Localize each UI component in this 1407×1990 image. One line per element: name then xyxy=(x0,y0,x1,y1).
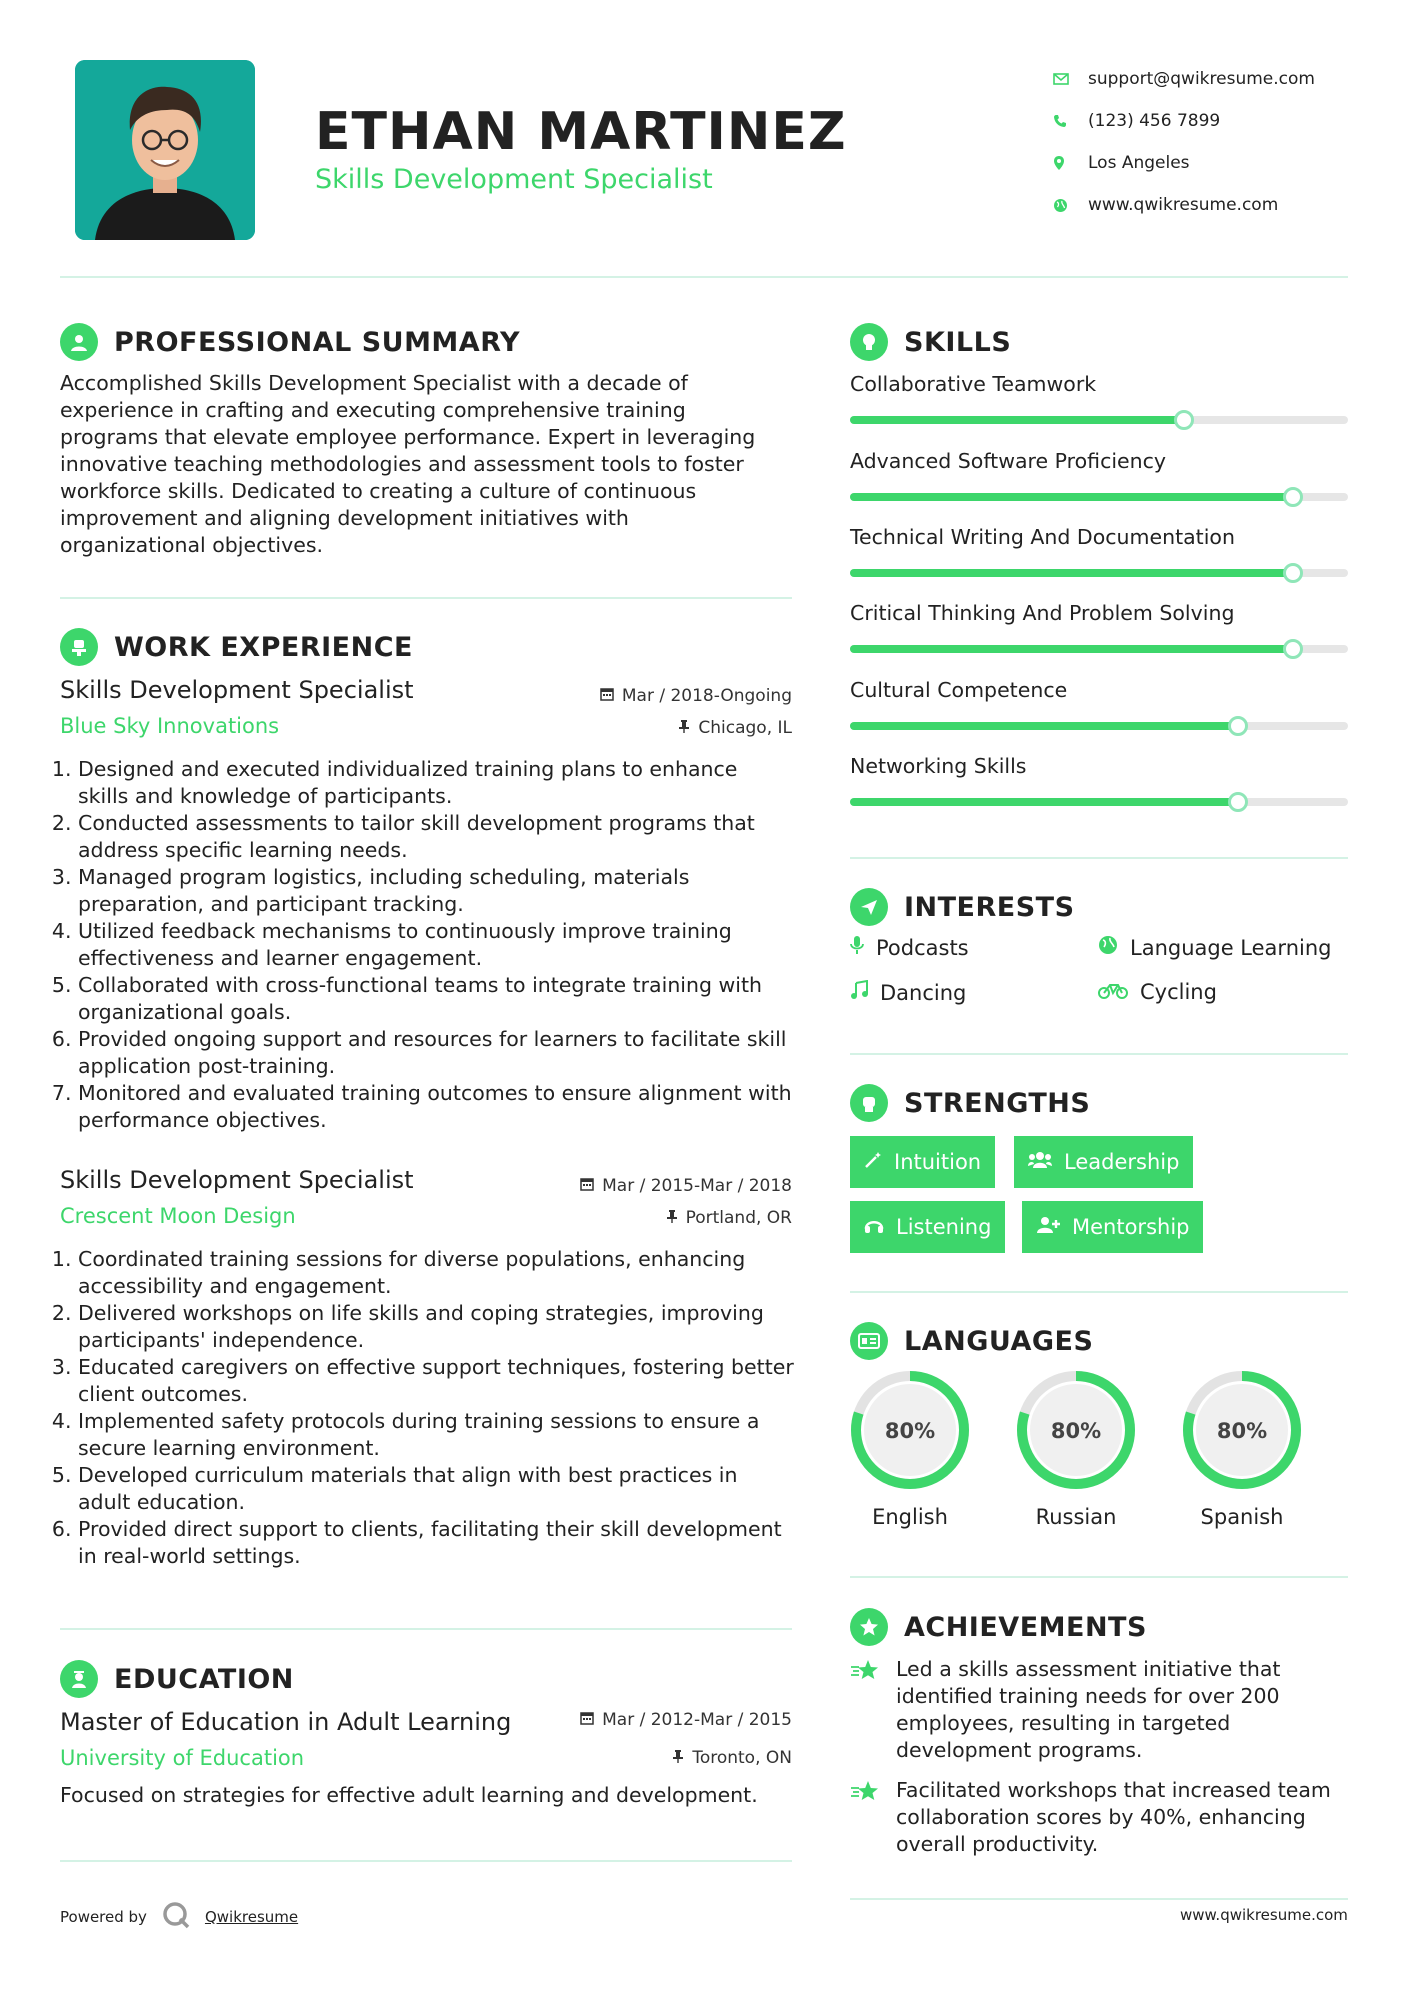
language-percent: 80% xyxy=(1050,1419,1102,1443)
strength-chip: Leadership xyxy=(1014,1136,1193,1188)
star-icon xyxy=(850,1777,880,1858)
footer-branding xyxy=(60,1900,298,1934)
qwikresume-logo-icon xyxy=(161,1900,191,1934)
education-location: Toronto, ON xyxy=(480,1748,792,1768)
skill-knob xyxy=(1174,410,1194,430)
contact-phone[interactable] xyxy=(1050,100,1380,142)
list-item: 1. Designed and executed individualized training plans to enhance skills and knowledge of participants. xyxy=(78,756,794,810)
summary-text: Accomplished Skills Development Specialist with a decade of experience in crafting and executing comprehensive training programs that elevate employee performance. Expert in leveraging innovative teaching methodologies and assessment tools to foster workforce skills. Dedicated to creating a culture of continuous improvement and aligning development initiatives with organizational objectives. xyxy=(60,371,756,557)
job-title: Skills Development Specialist xyxy=(60,676,414,704)
interest-item: Podcasts xyxy=(850,935,969,960)
music-icon xyxy=(850,980,868,1005)
users-icon xyxy=(1028,1150,1052,1174)
interest-item: Dancing xyxy=(850,980,966,1005)
fist-icon xyxy=(850,1084,888,1122)
job-location: Portland, OR xyxy=(480,1208,792,1228)
interests-divider xyxy=(850,1053,1348,1055)
header-divider xyxy=(60,276,1348,278)
job-responsibilities xyxy=(54,756,794,1134)
calendar-icon xyxy=(580,1710,594,1730)
list-item: 4. Implemented safety protocols during training sessions to ensure a secure learning environment. xyxy=(78,1408,794,1462)
skill-name: Advanced Software Proficiency xyxy=(850,449,1167,473)
briefcase-icon xyxy=(60,628,98,666)
skill-bar xyxy=(850,493,1348,501)
microphone-icon xyxy=(850,935,864,960)
interest-item: Language Learning xyxy=(1098,935,1331,960)
strengths-heading: STRENGTHS xyxy=(850,1084,1090,1122)
language-percent: 80% xyxy=(884,1419,936,1443)
pin-icon xyxy=(678,718,690,738)
skill-name: Critical Thinking And Problem Solving xyxy=(850,601,1235,625)
footer-website[interactable]: www.qwikresume.com xyxy=(1180,1906,1348,1924)
language-ring-chart xyxy=(1014,1368,1138,1492)
list-item: 3. Educated caregivers on effective support techniques, fostering better client outcomes. xyxy=(78,1354,794,1408)
candidate-title: Skills Development Specialist xyxy=(315,164,713,195)
skill-bar xyxy=(850,798,1348,806)
job-responsibilities xyxy=(54,1246,794,1570)
experience-divider xyxy=(60,1628,792,1630)
education-school: University of Education xyxy=(60,1746,305,1770)
qwikresume-link[interactable]: Qwikresume xyxy=(204,1908,299,1926)
job-company: Crescent Moon Design xyxy=(60,1204,296,1228)
language-name: English xyxy=(872,1505,948,1529)
bicycle-icon xyxy=(1098,980,1128,1004)
skill-knob xyxy=(1228,716,1248,736)
achievement-item: Led a skills assessment initiative that identified training needs for over 200 employees, resulting in targeted development programs. xyxy=(850,1656,1348,1764)
language-ring xyxy=(1014,1368,1138,1492)
powered-by-text: Powered by xyxy=(60,1908,147,1926)
languages-heading: LANGUAGES xyxy=(850,1322,1093,1360)
skill-bar xyxy=(850,722,1348,730)
headphones-icon xyxy=(864,1215,884,1239)
pin-icon xyxy=(672,1748,684,1768)
skill-name: Networking Skills xyxy=(850,754,1027,778)
user-icon xyxy=(60,323,98,361)
list-item: 1. Coordinated training sessions for diverse populations, enhancing accessibility and engagement. xyxy=(78,1246,794,1300)
star-badge-icon xyxy=(850,1608,888,1646)
job-title: Skills Development Specialist xyxy=(60,1166,414,1194)
user-plus-icon xyxy=(1036,1215,1060,1239)
strength-chip: Mentorship xyxy=(1022,1201,1203,1253)
skill-knob xyxy=(1283,639,1303,659)
skill-name: Collaborative Teamwork xyxy=(850,372,1097,396)
education-date: Mar / 2012-Mar / 2015 xyxy=(480,1710,792,1730)
list-item: 4. Utilized feedback mechanisms to continuously improve training effectiveness and learner engagement. xyxy=(78,918,794,972)
graduate-icon xyxy=(60,1660,98,1698)
candidate-name: ETHAN MARTINEZ xyxy=(315,102,847,162)
globe-icon xyxy=(1050,198,1088,213)
list-item: 6. Provided direct support to clients, facilitating their skill development in real-world settings. xyxy=(78,1516,794,1570)
language-ring-chart xyxy=(848,1368,972,1492)
summary-heading: PROFESSIONAL SUMMARY xyxy=(60,323,520,361)
skill-name: Technical Writing And Documentation xyxy=(850,525,1235,549)
calendar-icon xyxy=(600,686,614,706)
education-divider xyxy=(60,1860,792,1862)
pin-icon xyxy=(666,1208,678,1228)
achievement-item: Facilitated workshops that increased team collaboration scores by 40%, enhancing overall productivity. xyxy=(850,1777,1348,1858)
strengths-divider xyxy=(850,1291,1348,1293)
skill-name: Cultural Competence xyxy=(850,678,1068,702)
list-item: 6. Provided ongoing support and resources for learners to facilitate skill application post-training. xyxy=(78,1026,794,1080)
envelope-icon xyxy=(1050,73,1088,85)
language-ring-chart xyxy=(1180,1368,1304,1492)
website-text: www.qwikresume.com xyxy=(1088,195,1279,215)
location-text: Los Angeles xyxy=(1088,153,1190,173)
phone-text: (123) 456 7899 xyxy=(1088,111,1221,131)
language-ring xyxy=(1180,1368,1304,1492)
list-item: 2. Delivered workshops on life skills and coping strategies, improving participants' independence. xyxy=(78,1300,794,1354)
skill-knob xyxy=(1283,563,1303,583)
contact-location xyxy=(1050,142,1380,184)
list-item: 5. Collaborated with cross-functional teams to integrate training with organizational goals. xyxy=(78,972,794,1026)
paper-plane-icon xyxy=(850,888,888,926)
skill-knob xyxy=(1283,487,1303,507)
star-icon xyxy=(850,1656,880,1764)
language-ring xyxy=(848,1368,972,1492)
experience-heading: WORK EXPERIENCE xyxy=(60,628,413,666)
interest-item: Cycling xyxy=(1098,980,1217,1004)
profile-photo xyxy=(75,60,255,240)
strength-chip: Listening xyxy=(850,1201,1005,1253)
list-item: 5. Developed curriculum materials that align with best practices in adult education. xyxy=(78,1462,794,1516)
achievements-heading: ACHIEVEMENTS xyxy=(850,1608,1147,1646)
job-location: Chicago, IL xyxy=(480,718,792,738)
lightbulb-icon xyxy=(850,323,888,361)
magic-wand-icon xyxy=(864,1150,882,1174)
education-degree: Master of Education in Adult Learning xyxy=(60,1708,512,1736)
calendar-icon xyxy=(580,1176,594,1196)
education-heading: EDUCATION xyxy=(60,1660,294,1698)
strength-chip: Intuition xyxy=(850,1136,995,1188)
language-card-icon xyxy=(850,1322,888,1360)
skill-bar xyxy=(850,416,1348,424)
contact-info xyxy=(1050,58,1380,226)
education-description: Focused on strategies for effective adult learning and development. xyxy=(60,1783,758,1807)
contact-website[interactable] xyxy=(1050,184,1380,226)
achievements-divider xyxy=(850,1898,1348,1900)
skills-heading: SKILLS xyxy=(850,323,1011,361)
skill-bar xyxy=(850,645,1348,653)
job-date: Mar / 2018-Ongoing xyxy=(480,686,792,706)
job-date: Mar / 2015-Mar / 2018 xyxy=(480,1176,792,1196)
skills-divider xyxy=(850,857,1348,859)
phone-icon xyxy=(1050,114,1088,128)
map-pin-icon xyxy=(1050,155,1088,171)
list-item: 2. Conducted assessments to tailor skill development programs that address specific learning needs. xyxy=(78,810,794,864)
language-name: Russian xyxy=(1035,1505,1117,1529)
interests-heading: INTERESTS xyxy=(850,888,1075,926)
summary-divider xyxy=(60,597,792,599)
language-percent: 80% xyxy=(1216,1419,1268,1443)
email-text: support@qwikresume.com xyxy=(1088,69,1315,89)
globe-icon xyxy=(1098,935,1118,960)
job-company: Blue Sky Innovations xyxy=(60,714,280,738)
language-name: Spanish xyxy=(1200,1505,1284,1529)
skill-bar xyxy=(850,569,1348,577)
languages-divider xyxy=(850,1576,1348,1578)
contact-email[interactable] xyxy=(1050,58,1380,100)
skill-knob xyxy=(1228,792,1248,812)
list-item: 7. Monitored and evaluated training outcomes to ensure alignment with performance objectives. xyxy=(78,1080,794,1134)
list-item: 3. Managed program logistics, including scheduling, materials preparation, and participant tracking. xyxy=(78,864,794,918)
